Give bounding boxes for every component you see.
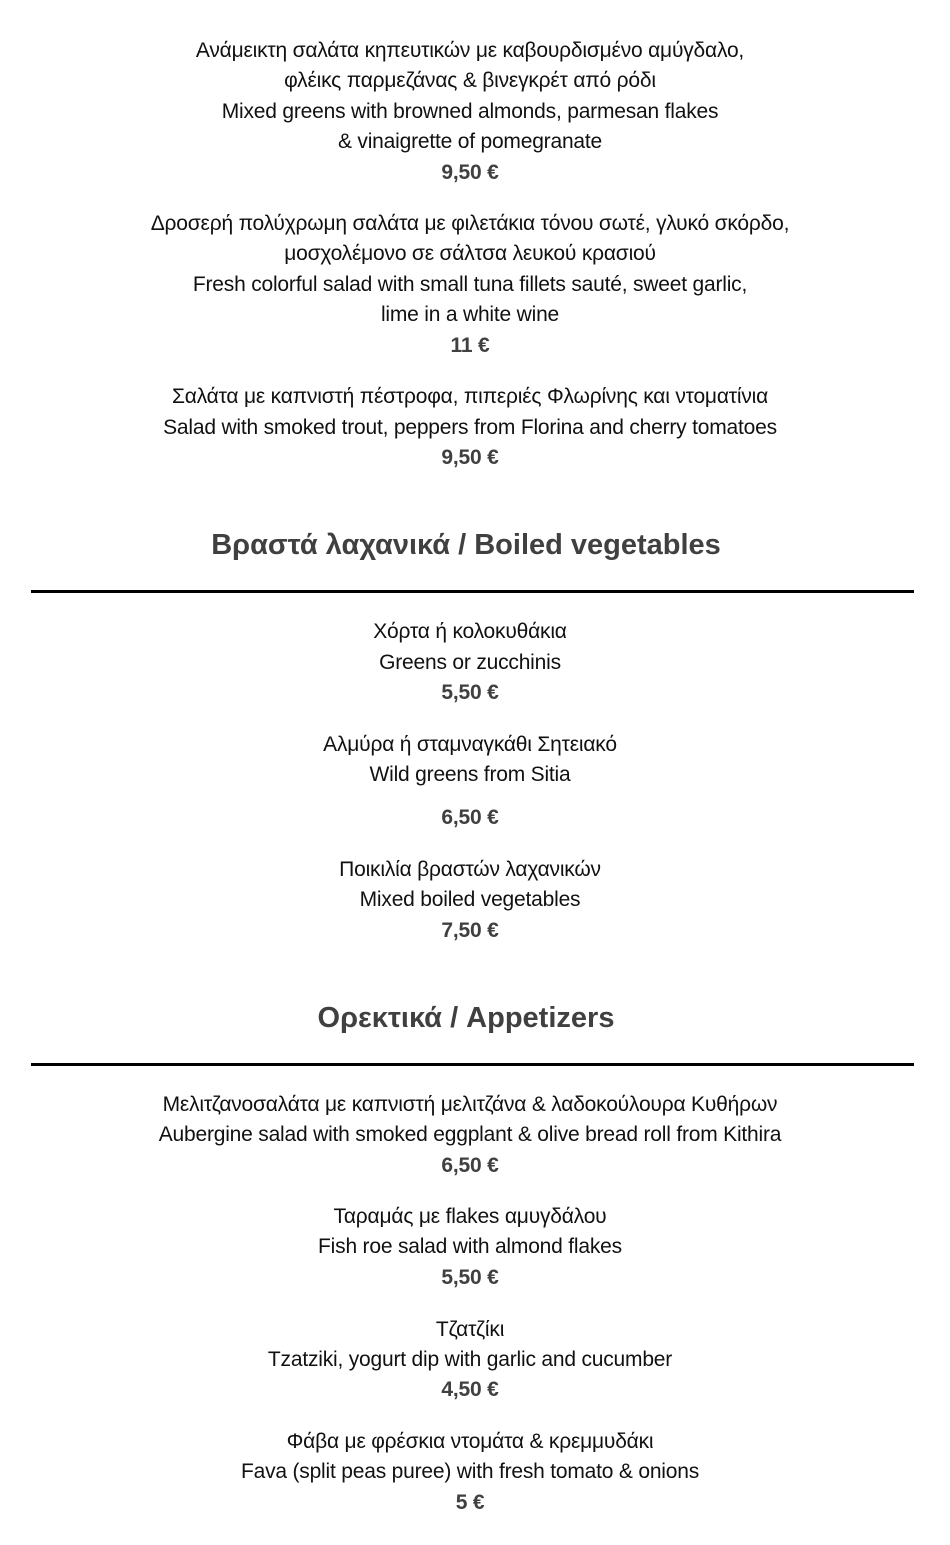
item-english-name: Aubergine salad with smoked eggplant & olive bread roll from Kithira xyxy=(158,1123,782,1146)
item-greek-name: Αλμύρα ή σταμναγκάθι Σητειακό xyxy=(323,733,617,756)
item-english-name: Mixed greens with browned almonds, parmesan flakes xyxy=(221,100,719,123)
item-greek-name: Μελιτζανοσαλάτα με καπνιστή μελιτζάνα & λαδοκούλουρα Κυθήρων xyxy=(162,1093,778,1116)
item-english-name: Fish roe salad with almond flakes xyxy=(318,1235,622,1258)
section-divider xyxy=(31,1063,914,1066)
item-english-name: Fresh colorful salad with small tuna fillets sauté, sweet garlic, xyxy=(192,273,748,296)
item-greek-name: Δροσερή πολύχρωμη σαλάτα με φιλετάκια τόνου σωτέ, γλυκό σκόρδο, xyxy=(150,212,790,235)
item-greek-name: Ανάμεικτη σαλάτα κηπευτικών με καβουρδισμένο αμύγδαλο, xyxy=(195,39,745,62)
item-price: 6,50 € xyxy=(441,806,499,829)
item-english-name: Wild greens from Sitia xyxy=(369,763,571,786)
item-price: 5 € xyxy=(455,1491,485,1514)
item-english-name: Tzatziki, yogurt dip with garlic and cucumber xyxy=(267,1348,673,1371)
item-price: 9,50 € xyxy=(441,161,499,184)
item-english-name: Mixed boiled vegetables xyxy=(359,888,581,911)
item-price: 7,50 € xyxy=(441,919,499,942)
section-title-appetizers: Ορεκτικά / Appetizers xyxy=(317,1002,615,1034)
section-divider xyxy=(31,590,914,593)
item-greek-name: μοσχολέμονο σε σάλτσα λευκού κρασιού xyxy=(284,242,656,265)
item-english-name: lime in a white wine xyxy=(380,303,560,326)
item-english-name: Salad with smoked trout, peppers from Florina and cherry tomatoes xyxy=(163,416,777,439)
item-english-name: Fava (split peas puree) with fresh tomato & onions xyxy=(240,1460,700,1483)
item-price: 5,50 € xyxy=(441,681,499,704)
item-greek-name: φλέικς παρμεζάνας & βινεγκρέτ από ρόδι xyxy=(284,69,656,92)
item-price: 5,50 € xyxy=(441,1266,499,1289)
item-english-name: & vinaigrette of pomegranate xyxy=(337,130,603,153)
item-greek-name: Ποικιλία βραστών λαχανικών xyxy=(339,858,601,881)
item-price: 6,50 € xyxy=(441,1154,499,1177)
section-title-boiled-vegetables: Βραστά λαχανικά / Boiled vegetables xyxy=(211,529,721,561)
item-greek-name: Χόρτα ή κολοκυθάκια xyxy=(373,620,567,643)
item-greek-name: Ταραμάς με flakes αμυγδάλου xyxy=(333,1205,607,1228)
item-greek-name: Φάβα με φρέσκια ντομάτα & κρεμμυδάκι xyxy=(286,1430,654,1453)
item-price: 11 € xyxy=(450,334,490,357)
item-greek-name: Σαλάτα με καπνιστή πέστροφα, πιπεριές Φλωρίνης και ντοματίνια xyxy=(171,385,769,408)
item-greek-name: Τζατζίκι xyxy=(435,1318,505,1341)
item-price: 9,50 € xyxy=(441,446,499,469)
item-english-name: Greens or zucchinis xyxy=(379,651,561,674)
item-price: 4,50 € xyxy=(441,1378,499,1401)
